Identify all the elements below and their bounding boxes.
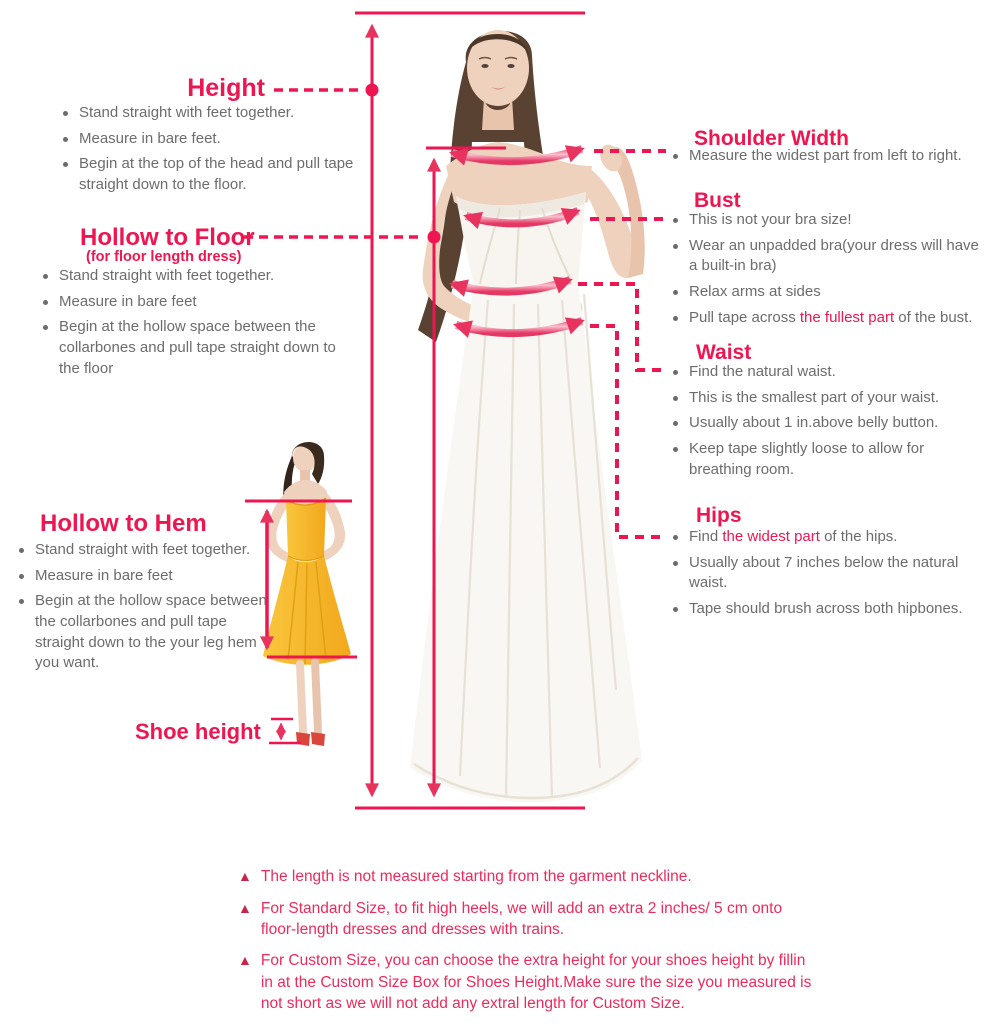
bullet-item: Keep tape slightly loose to allow for breathing room.	[672, 439, 990, 480]
bullet-item: Measure in bare feet.	[62, 129, 354, 150]
bullet-item: Usually about 1 in.above belly button.	[672, 413, 990, 434]
bullet-item: Find the widest part of the hips.	[672, 527, 984, 548]
shoe-height-bracket	[269, 719, 301, 743]
warning-notes	[238, 866, 858, 1024]
warning-triangle-icon: ▲	[238, 899, 252, 916]
hips-bullets	[672, 527, 984, 625]
bullet-item: Measure the widest part from left to right.	[672, 146, 994, 167]
bullet-item: Wear an unpadded bra(your dress will have a built-in bra)	[672, 236, 990, 277]
hips-title: Hips	[696, 504, 742, 527]
bust-tape	[466, 211, 578, 223]
warning-note: ▲ For Standard Size, to fit high heels, we will add an extra 2 inches/ 5 cm onto floor-length dresses and dresses with trains.	[238, 898, 858, 941]
bullet-item: This is the smallest part of your waist.	[672, 388, 990, 409]
waist-bullets	[672, 362, 990, 485]
bullet-item: Pull tape across the fullest part of the bust.	[672, 308, 990, 329]
hollow-to-floor-subtitle: (for floor length dress)	[86, 249, 242, 265]
hips-tape	[456, 321, 582, 333]
bullet-item: Begin at the hollow space between the collarbones and pull tape straight down to the your leg hem you want.	[18, 591, 270, 674]
bullet-item: Measure in bare feet	[18, 566, 270, 587]
waist-title: Waist	[696, 341, 752, 364]
highlighted-text: the fullest part	[799, 308, 895, 326]
height-connector-dot	[366, 84, 379, 97]
bullet-item: Usually about 7 inches below the natural waist.	[672, 553, 984, 594]
hollow-to-floor-title: Hollow to Floor	[80, 224, 255, 251]
hollow-to-hem-bullets	[18, 540, 270, 679]
bullet-item: Measure in bare feet	[42, 292, 342, 313]
bullet-item: Find the natural waist.	[672, 362, 990, 383]
bust-bullets	[672, 210, 990, 333]
hollow-connector-dot	[428, 231, 441, 244]
hollow-to-hem-title: Hollow to Hem	[40, 510, 207, 537]
bullet-item: Begin at the top of the head and pull tape straight down to the floor.	[62, 154, 354, 195]
bullet-item: Stand straight with feet together.	[42, 266, 342, 287]
warning-note: ▲ For Custom Size, you can choose the extra height for your shoes height by fillin in at the Custom Size Box for Shoes Height.Make sure the size you measured is not short as we will not add any extral length for Custom Size.	[238, 950, 858, 1014]
warning-note: ▲ The length is not measured starting from the garment neckline.	[238, 866, 858, 888]
bullet-item: Stand straight with feet together.	[18, 540, 270, 561]
height-title: Height	[187, 74, 265, 102]
shoulder-width-title: Shoulder Width	[694, 127, 849, 150]
warning-triangle-icon: ▲	[238, 868, 252, 884]
hollow-to-floor-bullets	[42, 266, 342, 384]
bullet-item: Relax arms at sides	[672, 282, 990, 303]
warning-triangle-icon: ▲	[238, 952, 252, 969]
shoe-height-label: Shoe height	[135, 719, 261, 744]
bullet-item: Tape should brush across both hipbones.	[672, 599, 984, 620]
height-bullets	[62, 103, 354, 201]
highlighted-text: the widest part	[722, 528, 820, 545]
bullet-item: Begin at the hollow space between the collarbones and pull tape straight down to the floor	[42, 317, 342, 379]
bust-title: Bust	[694, 189, 741, 212]
shoulder-width-bullets	[672, 146, 994, 172]
hips-connector-dashed	[590, 326, 666, 537]
bullet-item: This is not your bra size!	[672, 210, 990, 231]
waist-tape	[452, 280, 570, 292]
bullet-item: Stand straight with feet together.	[62, 103, 354, 124]
shoulder-tape	[452, 149, 582, 161]
